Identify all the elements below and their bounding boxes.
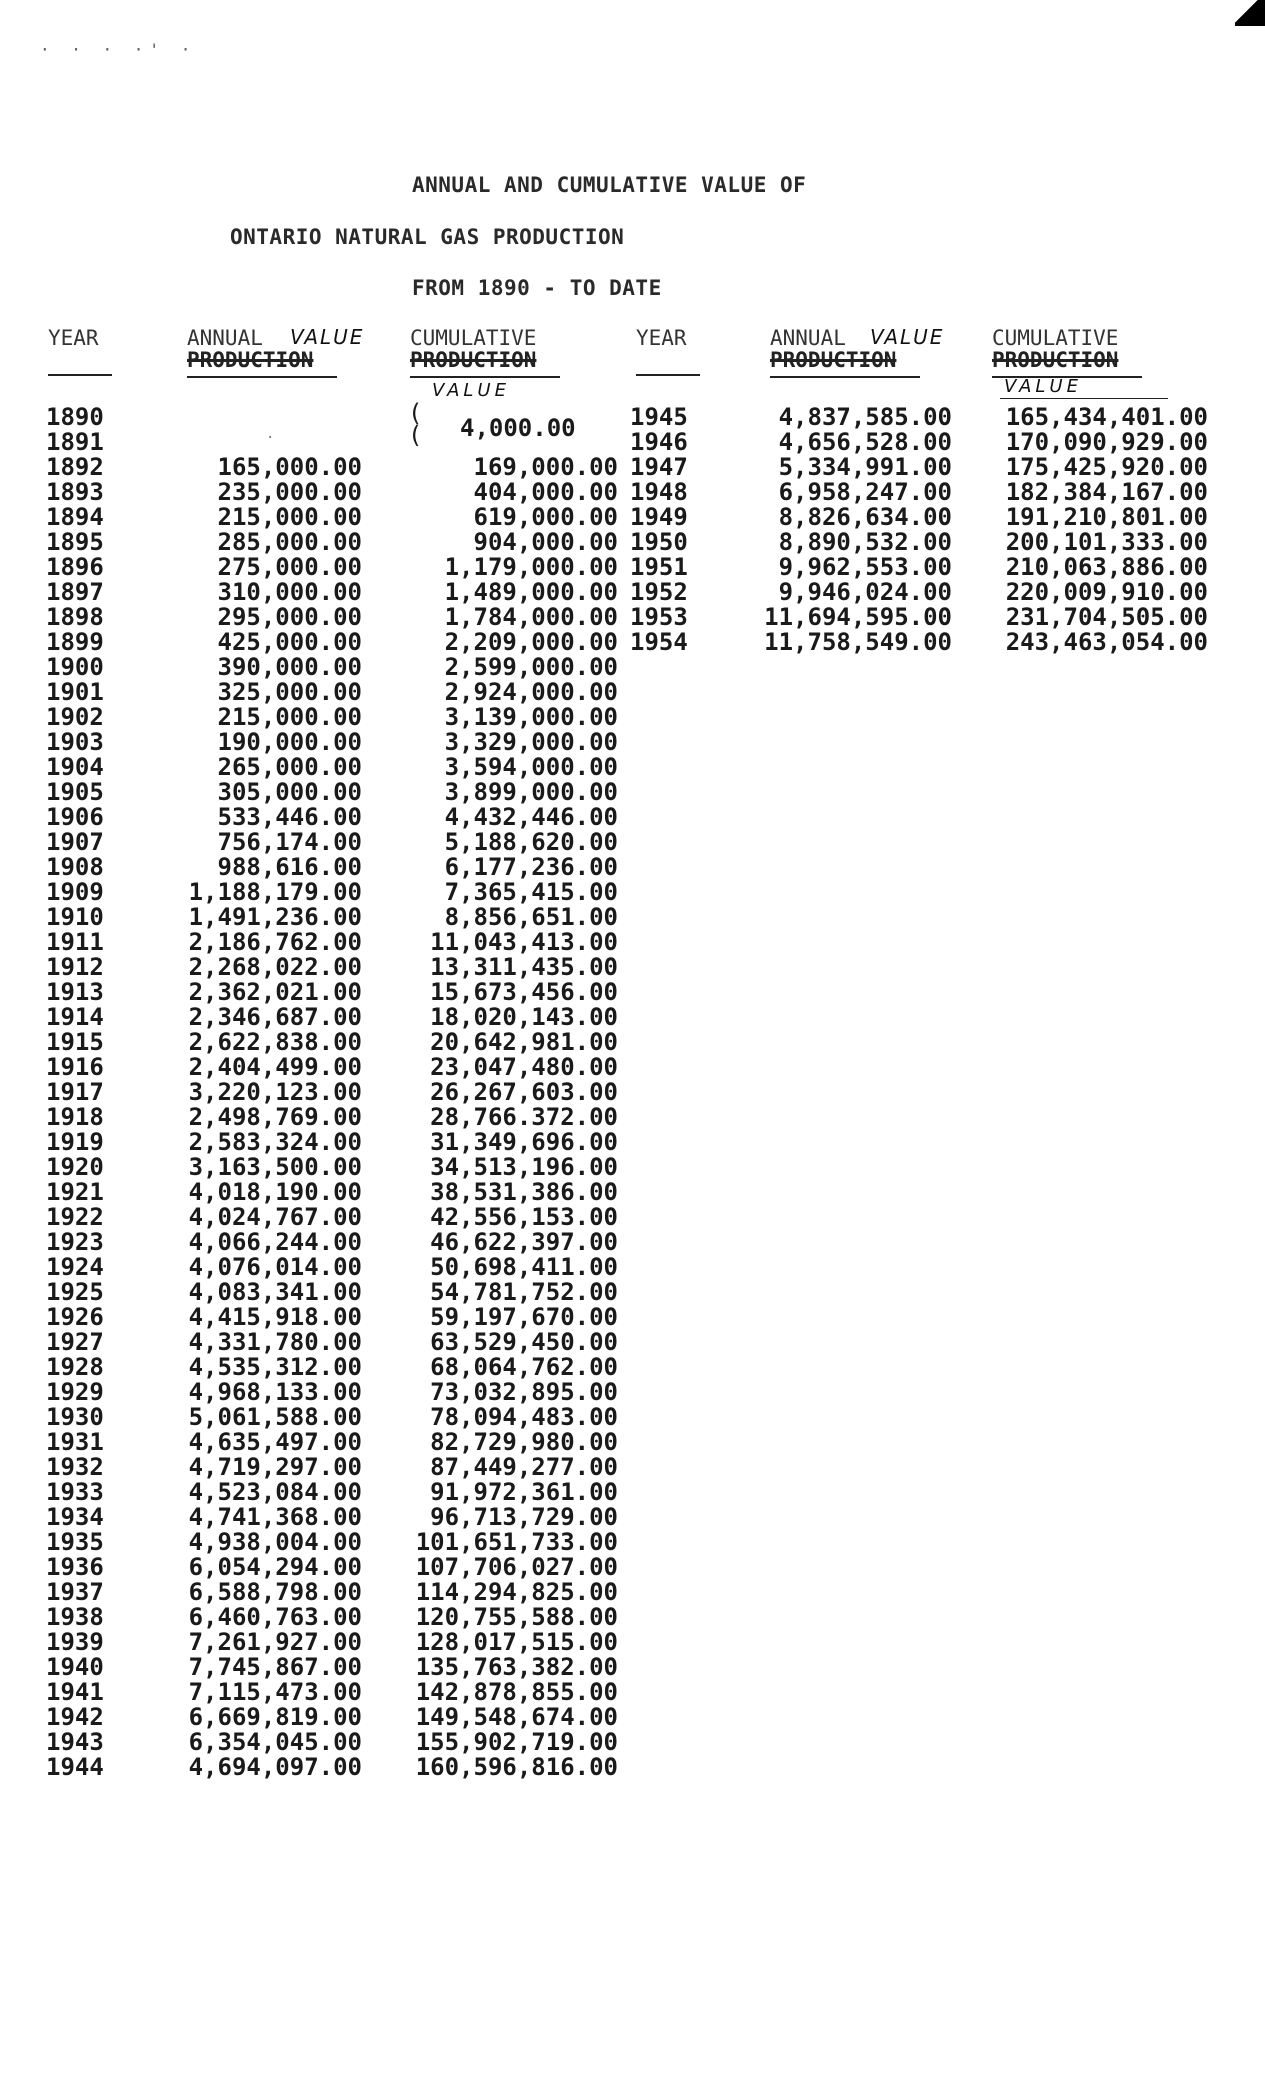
annual-value-cell: 7,115,473.00 bbox=[188, 1678, 362, 1706]
header-annual-hand-2: VALUE bbox=[870, 325, 945, 349]
annual-value-cell: 390,000.00 bbox=[217, 653, 362, 681]
header-cumulative-1: CUMULATIVE bbox=[410, 326, 537, 350]
cumulative-value-cell: 26,267,603.00 bbox=[430, 1078, 618, 1106]
annual-value-cell: 425,000.00 bbox=[217, 628, 362, 656]
cumulative-value-cell: 59,197,670.00 bbox=[430, 1303, 618, 1331]
header-cumulative-2: CUMULATIVE bbox=[992, 326, 1119, 350]
annual-value-cell: 4,523,084.00 bbox=[188, 1478, 362, 1506]
year-cell: 1924 bbox=[46, 1253, 104, 1281]
cumulative-value-cell: 46,622,397.00 bbox=[430, 1228, 618, 1256]
year-cell: 1934 bbox=[46, 1503, 104, 1531]
year-cell: 1947 bbox=[630, 453, 688, 481]
cumulative-value-cell: 91,972,361.00 bbox=[430, 1478, 618, 1506]
annual-value-cell: 756,174.00 bbox=[217, 828, 362, 856]
year-cell: 1911 bbox=[46, 928, 104, 956]
cumulative-value-cell: 7,365,415.00 bbox=[444, 878, 618, 906]
year-cell: 1892 bbox=[46, 453, 104, 481]
annual-value-cell: 1,491,236.00 bbox=[188, 903, 362, 931]
cumulative-value-cell: 200,101,333.00 bbox=[1005, 528, 1208, 556]
annual-value-cell: 215,000.00 bbox=[217, 503, 362, 531]
value-tag-2: VALUE bbox=[1004, 376, 1082, 397]
annual-value-cell: 325,000.00 bbox=[217, 678, 362, 706]
year-cell: 1936 bbox=[46, 1553, 104, 1581]
annual-value-cell: 310,000.00 bbox=[217, 578, 362, 606]
year-cell: 1907 bbox=[46, 828, 104, 856]
header-struck-annual-2: PRODUCTION bbox=[770, 348, 897, 372]
annual-value-cell: 4,635,497.00 bbox=[188, 1428, 362, 1456]
year-cell: 1928 bbox=[46, 1353, 104, 1381]
annual-value-cell: 1,188,179.00 bbox=[188, 878, 362, 906]
annual-value-cell: 4,024,767.00 bbox=[188, 1203, 362, 1231]
year-cell: 1952 bbox=[630, 578, 688, 606]
annual-value-cell: 4,741,368.00 bbox=[188, 1503, 362, 1531]
cumulative-value-cell: 96,713,729.00 bbox=[430, 1503, 618, 1531]
cumulative-value-cell: 15,673,456.00 bbox=[430, 978, 618, 1006]
annual-value-cell: 4,535,312.00 bbox=[188, 1353, 362, 1381]
year-cell: 1941 bbox=[46, 1678, 104, 1706]
cumulative-value-cell: 18,020,143.00 bbox=[430, 1003, 618, 1031]
year-cell: 1950 bbox=[630, 528, 688, 556]
annual-value-cell: 2,583,324.00 bbox=[188, 1128, 362, 1156]
annual-value-cell: 275,000.00 bbox=[217, 553, 362, 581]
cumulative-value-cell: 120,755,588.00 bbox=[415, 1603, 618, 1631]
year-cell: 1939 bbox=[46, 1628, 104, 1656]
year-cell: 1913 bbox=[46, 978, 104, 1006]
annual-value-cell: 4,018,190.00 bbox=[188, 1178, 362, 1206]
year-cell: 1906 bbox=[46, 803, 104, 831]
year-column-2 bbox=[630, 405, 688, 655]
header-year-1: YEAR bbox=[48, 326, 99, 350]
year-cell: 1937 bbox=[46, 1578, 104, 1606]
brace-1890-1891: ( ( bbox=[408, 399, 423, 449]
year-cell: 1896 bbox=[46, 553, 104, 581]
cumulative-value-cell: 4,432,446.00 bbox=[444, 803, 618, 831]
annual-value-cell: 265,000.00 bbox=[217, 753, 362, 781]
cumulative-value-cell: 619,000.00 bbox=[473, 503, 618, 531]
year-cell: 1901 bbox=[46, 678, 104, 706]
cumulative-value-cell: 2,599,000.00 bbox=[444, 653, 618, 681]
cumulative-value-cell: 20,642,981.00 bbox=[430, 1028, 618, 1056]
year-cell: 1948 bbox=[630, 478, 688, 506]
title-line-3: FROM 1890 - TO DATE bbox=[412, 276, 662, 300]
rule-value-tag-2 bbox=[1000, 398, 1168, 399]
cumulative-value-cell: 13,311,435.00 bbox=[430, 953, 618, 981]
annual-value-cell: 2,498,769.00 bbox=[188, 1103, 362, 1131]
annual-value-column-1 bbox=[150, 455, 362, 1780]
cumulative-value-cell: 34,513,196.00 bbox=[430, 1153, 618, 1181]
annual-value-cell: 4,331,780.00 bbox=[188, 1328, 362, 1356]
annual-value-cell: 9,962,553.00 bbox=[778, 553, 952, 581]
cumulative-value-cell: 3,139,000.00 bbox=[444, 703, 618, 731]
year-cell: 1954 bbox=[630, 628, 688, 656]
year-cell: 1915 bbox=[46, 1028, 104, 1056]
annual-value-cell: 11,694,595.00 bbox=[764, 603, 952, 631]
cumulative-value-cell: 149,548,674.00 bbox=[415, 1703, 618, 1731]
cumulative-value-cell: 11,043,413.00 bbox=[430, 928, 618, 956]
annual-value-cell: 4,694,097.00 bbox=[188, 1753, 362, 1781]
corner-mark bbox=[1235, 0, 1265, 26]
annual-value-cell: 305,000.00 bbox=[217, 778, 362, 806]
year-cell: 1923 bbox=[46, 1228, 104, 1256]
paper-specks: · · · ·' · bbox=[40, 40, 197, 59]
cumulative-value-cell: 170,090,929.00 bbox=[1005, 428, 1208, 456]
year-cell: 1916 bbox=[46, 1053, 104, 1081]
cumulative-value-cell: 68,064,762.00 bbox=[430, 1353, 618, 1381]
header-annual-hand-1: VALUE bbox=[290, 325, 365, 349]
year-cell: 1917 bbox=[46, 1078, 104, 1106]
header-annual-2: ANNUAL bbox=[770, 326, 846, 350]
header-struck-cumulative-2: PRODUCTION bbox=[992, 348, 1119, 372]
annual-value-cell: 165,000.00 bbox=[217, 453, 362, 481]
rule-year-2 bbox=[636, 374, 700, 376]
year-cell: 1944 bbox=[46, 1753, 104, 1781]
cumulative-value-cell: 5,188,620.00 bbox=[444, 828, 618, 856]
cumulative-value-cell: 101,651,733.00 bbox=[415, 1528, 618, 1556]
cumulative-value-cell: 31,349,696.00 bbox=[430, 1128, 618, 1156]
year-cell: 1914 bbox=[46, 1003, 104, 1031]
annual-value-cell: 2,186,762.00 bbox=[188, 928, 362, 956]
value-tag-1: VALUE bbox=[432, 380, 510, 401]
year-cell: 1935 bbox=[46, 1528, 104, 1556]
annual-value-cell: 4,656,528.00 bbox=[778, 428, 952, 456]
title-line-1: ANNUAL AND CUMULATIVE VALUE OF bbox=[412, 173, 807, 197]
year-cell: 1890 bbox=[46, 403, 104, 431]
cumulative-value-column-2 bbox=[980, 405, 1208, 655]
year-cell: 1905 bbox=[46, 778, 104, 806]
year-cell: 1898 bbox=[46, 603, 104, 631]
annual-value-cell: 4,938,004.00 bbox=[188, 1528, 362, 1556]
year-cell: 1912 bbox=[46, 953, 104, 981]
year-cell: 1899 bbox=[46, 628, 104, 656]
year-cell: 1932 bbox=[46, 1453, 104, 1481]
annual-value-cell: 190,000.00 bbox=[217, 728, 362, 756]
cumulative-value-cell: 210,063,886.00 bbox=[1005, 553, 1208, 581]
annual-value-cell: 6,669,819.00 bbox=[188, 1703, 362, 1731]
annual-value-cell: 2,362,021.00 bbox=[188, 978, 362, 1006]
year-cell: 1949 bbox=[630, 503, 688, 531]
cumulative-value-cell: 175,425,920.00 bbox=[1005, 453, 1208, 481]
year-cell: 1942 bbox=[46, 1703, 104, 1731]
header-struck-cumulative-1: PRODUCTION bbox=[410, 348, 537, 372]
year-cell: 1900 bbox=[46, 653, 104, 681]
annual-value-cell: 7,261,927.00 bbox=[188, 1628, 362, 1656]
cumulative-value-cell: 1,489,000.00 bbox=[444, 578, 618, 606]
annual-value-cell: 7,745,867.00 bbox=[188, 1653, 362, 1681]
cumulative-value-cell: 114,294,825.00 bbox=[415, 1578, 618, 1606]
cumulative-value-cell: 3,594,000.00 bbox=[444, 753, 618, 781]
cumulative-value-cell: 107,706,027.00 bbox=[415, 1553, 618, 1581]
year-cell: 1908 bbox=[46, 853, 104, 881]
cumulative-value-cell: 28,766.372.00 bbox=[430, 1103, 618, 1131]
annual-value-cell: 8,826,634.00 bbox=[778, 503, 952, 531]
annual-value-column-2 bbox=[740, 405, 952, 655]
rule-year-1 bbox=[48, 374, 112, 376]
cumulative-value-cell: 169,000.00 bbox=[473, 453, 618, 481]
annual-value-cell: 4,076,014.00 bbox=[188, 1253, 362, 1281]
cumulative-value-cell: 220,009,910.00 bbox=[1005, 578, 1208, 606]
annual-value-cell: 2,404,499.00 bbox=[188, 1053, 362, 1081]
year-cell: 1943 bbox=[46, 1728, 104, 1756]
year-cell: 1927 bbox=[46, 1328, 104, 1356]
year-cell: 1938 bbox=[46, 1603, 104, 1631]
year-cell: 1940 bbox=[46, 1653, 104, 1681]
cumulative-value-cell: 904,000.00 bbox=[473, 528, 618, 556]
cumulative-value-cell: 142,878,855.00 bbox=[415, 1678, 618, 1706]
cumulative-value-cell: 243,463,054.00 bbox=[1005, 628, 1208, 656]
year-cell: 1891 bbox=[46, 428, 104, 456]
rule-annual-1 bbox=[187, 376, 337, 378]
annual-value-cell: 285,000.00 bbox=[217, 528, 362, 556]
year-cell: 1921 bbox=[46, 1178, 104, 1206]
annual-value-cell: 295,000.00 bbox=[217, 603, 362, 631]
annual-value-cell: 2,268,022.00 bbox=[188, 953, 362, 981]
annual-value-cell: 9,946,024.00 bbox=[778, 578, 952, 606]
header-year-2: YEAR bbox=[636, 326, 687, 350]
annual-value-cell: 6,958,247.00 bbox=[778, 478, 952, 506]
annual-value-cell: 8,890,532.00 bbox=[778, 528, 952, 556]
speck-mark: · bbox=[266, 430, 275, 446]
annual-value-cell: 533,446.00 bbox=[217, 803, 362, 831]
year-cell: 1929 bbox=[46, 1378, 104, 1406]
cumulative-value-cell: 3,899,000.00 bbox=[444, 778, 618, 806]
cumulative-value-cell: 63,529,450.00 bbox=[430, 1328, 618, 1356]
annual-value-cell: 2,622,838.00 bbox=[188, 1028, 362, 1056]
cumulative-value-cell: 231,704,505.00 bbox=[1005, 603, 1208, 631]
year-cell: 1893 bbox=[46, 478, 104, 506]
cumulative-value-cell: 42,556,153.00 bbox=[430, 1203, 618, 1231]
year-cell: 1904 bbox=[46, 753, 104, 781]
cumulative-value-cell: 128,017,515.00 bbox=[415, 1628, 618, 1656]
annual-value-cell: 988,616.00 bbox=[217, 853, 362, 881]
annual-value-cell: 5,334,991.00 bbox=[778, 453, 952, 481]
cumulative-value-cell: 160,596,816.00 bbox=[415, 1753, 618, 1781]
annual-value-cell: 3,220,123.00 bbox=[188, 1078, 362, 1106]
year-cell: 1953 bbox=[630, 603, 688, 631]
cumulative-value-cell: 73,032,895.00 bbox=[430, 1378, 618, 1406]
year-cell: 1931 bbox=[46, 1428, 104, 1456]
annual-value-cell: 215,000.00 bbox=[217, 703, 362, 731]
year-cell: 1946 bbox=[630, 428, 688, 456]
year-cell: 1909 bbox=[46, 878, 104, 906]
cumulative-value-cell: 404,000.00 bbox=[473, 478, 618, 506]
year-cell: 1903 bbox=[46, 728, 104, 756]
cumulative-value-cell: 2,209,000.00 bbox=[444, 628, 618, 656]
annual-value-cell: 2,346,687.00 bbox=[188, 1003, 362, 1031]
cumulative-value-cell: 78,094,483.00 bbox=[430, 1403, 618, 1431]
cumulative-value-cell: 87,449,277.00 bbox=[430, 1453, 618, 1481]
cumulative-1891: 4,000.00 bbox=[460, 414, 576, 442]
cumulative-value-cell: 6,177,236.00 bbox=[444, 853, 618, 881]
annual-value-cell: 11,758,549.00 bbox=[764, 628, 952, 656]
annual-value-cell: 4,083,341.00 bbox=[188, 1278, 362, 1306]
cumulative-value-cell: 82,729,980.00 bbox=[430, 1428, 618, 1456]
year-cell: 1919 bbox=[46, 1128, 104, 1156]
annual-value-cell: 4,066,244.00 bbox=[188, 1228, 362, 1256]
header-struck-annual-1: PRODUCTION bbox=[187, 348, 314, 372]
year-cell: 1945 bbox=[630, 403, 688, 431]
rule-cumulative-1 bbox=[410, 376, 560, 378]
cumulative-value-cell: 1,784,000.00 bbox=[444, 603, 618, 631]
annual-value-cell: 235,000.00 bbox=[217, 478, 362, 506]
cumulative-value-cell: 182,384,167.00 bbox=[1005, 478, 1208, 506]
cumulative-value-cell: 38,531,386.00 bbox=[430, 1178, 618, 1206]
year-cell: 1933 bbox=[46, 1478, 104, 1506]
year-cell: 1920 bbox=[46, 1153, 104, 1181]
cumulative-value-cell: 50,698,411.00 bbox=[430, 1253, 618, 1281]
year-cell: 1930 bbox=[46, 1403, 104, 1431]
cumulative-value-cell: 165,434,401.00 bbox=[1005, 403, 1208, 431]
year-cell: 1902 bbox=[46, 703, 104, 731]
cumulative-value-cell: 54,781,752.00 bbox=[430, 1278, 618, 1306]
annual-value-cell: 6,460,763.00 bbox=[188, 1603, 362, 1631]
annual-value-cell: 4,968,133.00 bbox=[188, 1378, 362, 1406]
annual-value-cell: 3,163,500.00 bbox=[188, 1153, 362, 1181]
title-line-2: ONTARIO NATURAL GAS PRODUCTION bbox=[230, 225, 625, 249]
annual-value-cell: 4,415,918.00 bbox=[188, 1303, 362, 1331]
annual-value-cell: 6,054,294.00 bbox=[188, 1553, 362, 1581]
annual-value-cell: 4,837,585.00 bbox=[778, 403, 952, 431]
cumulative-value-cell: 191,210,801.00 bbox=[1005, 503, 1208, 531]
cumulative-value-cell: 23,047,480.00 bbox=[430, 1053, 618, 1081]
year-cell: 1951 bbox=[630, 553, 688, 581]
annual-value-cell: 6,354,045.00 bbox=[188, 1728, 362, 1756]
year-cell: 1895 bbox=[46, 528, 104, 556]
cumulative-value-cell: 155,902,719.00 bbox=[415, 1728, 618, 1756]
year-cell: 1894 bbox=[46, 503, 104, 531]
cumulative-value-column-1 bbox=[380, 455, 618, 1780]
annual-value-cell: 4,719,297.00 bbox=[188, 1453, 362, 1481]
header-annual-1: ANNUAL bbox=[187, 326, 263, 350]
year-cell: 1910 bbox=[46, 903, 104, 931]
annual-value-cell: 5,061,588.00 bbox=[188, 1403, 362, 1431]
year-cell: 1925 bbox=[46, 1278, 104, 1306]
cumulative-value-cell: 2,924,000.00 bbox=[444, 678, 618, 706]
rule-annual-2 bbox=[770, 376, 920, 378]
cumulative-value-cell: 135,763,382.00 bbox=[415, 1653, 618, 1681]
year-cell: 1926 bbox=[46, 1303, 104, 1331]
cumulative-value-cell: 8,856,651.00 bbox=[444, 903, 618, 931]
year-column-1 bbox=[46, 405, 104, 1780]
cumulative-value-cell: 1,179,000.00 bbox=[444, 553, 618, 581]
year-cell: 1918 bbox=[46, 1103, 104, 1131]
cumulative-value-cell: 3,329,000.00 bbox=[444, 728, 618, 756]
annual-value-cell: 6,588,798.00 bbox=[188, 1578, 362, 1606]
year-cell: 1897 bbox=[46, 578, 104, 606]
year-cell: 1922 bbox=[46, 1203, 104, 1231]
